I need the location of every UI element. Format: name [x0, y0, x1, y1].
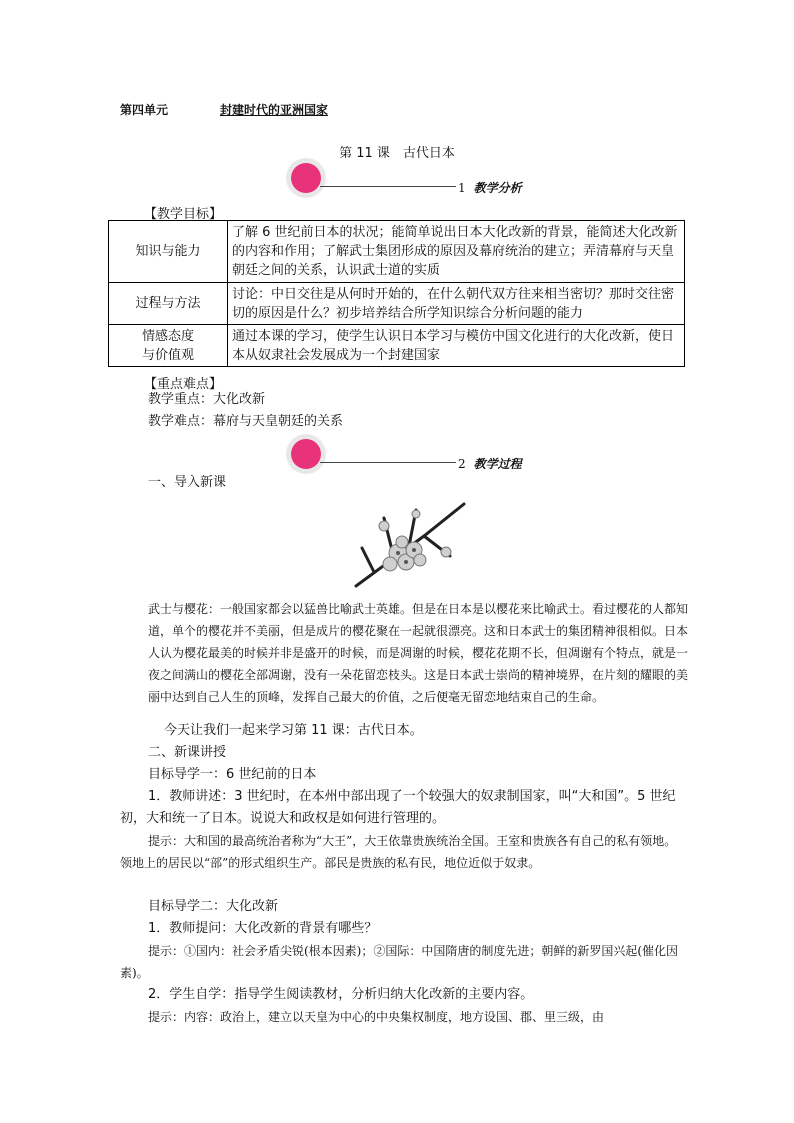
key-heading: 【重点难点】 — [144, 377, 223, 392]
guide2: 目标导学二：大化改新 — [148, 899, 279, 914]
goal-text: 通过本课的学习，使学生认识日本学习与模仿中国文化进行的大化改新，使日本从奴隶社会发展成为一个封建国家 — [228, 325, 685, 367]
goal-label: 过程与方法 — [109, 283, 228, 325]
key-point: 教学重点：大化改新 — [148, 392, 266, 407]
part1-heading: 一、导入新课 — [148, 475, 227, 490]
hint3: 提示：内容：政治上，建立以天皇为中心的中央集权制度，地方设国、郡、里三级，由 — [148, 1010, 605, 1024]
unit-title: 封建时代的亚洲国家 — [220, 103, 329, 117]
section-divider — [320, 462, 456, 463]
hint2: 提示：①国内：社会矛盾尖锐(根本因素)；②国际：中国隋唐的制度先进；朝鲜的新罗国兴起(催化因素)。 — [120, 944, 679, 980]
item1: 1．教师讲述：3 世纪时，在本州中部出现了一个较强大的奴隶制国家，叫“大和国”。5 世纪初，大和统一了日本。说说大和政权是如何进行管理的。 — [120, 789, 676, 826]
section-divider — [320, 186, 456, 187]
cherry-blossom-photo-icon — [354, 498, 468, 592]
guide1: 目标导学一：6 世纪前的日本 — [148, 767, 317, 782]
item3: 2．学生自学：指导学生阅读教材，分析归纳大化改新的主要内容。 — [148, 987, 534, 1002]
intro-paragraph: 武士与樱花：一般国家都会以猛兽比喻武士英雄。但是在日本是以樱花来比喻武士。看过樱花的人都知道，单个的樱花并不美丽，但是成片的樱花聚在一起就很漂亮。这和日本武士的集团精神很相似。日本人认为樱花最美的时候并非是盛开的时候，而是凋谢的时候，樱花花期不长，但凋谢有个特点，就是一夜之间满山的樱花全部凋谢，没有一朵花留恋枝头。这是日本武士崇尚的精神境界，在片刻的耀眼的美丽中达到自己人生的顶峰，发挥自己最大的价值，之后便毫无留恋地结束自己的生命。 — [148, 602, 689, 704]
part2-heading: 二、新课讲授 — [148, 745, 227, 760]
goals-heading: 【教学目标】 — [144, 207, 223, 222]
section-marker-icon — [286, 434, 326, 474]
section-marker-icon — [286, 158, 326, 198]
intro-end: 今天让我们一起来学习第 11 课：古代日本。 — [164, 723, 423, 738]
item2: 1．教师提问：大化改新的背景有哪些？ — [148, 921, 378, 936]
difficult-point: 教学难点：幕府与天皇朝廷的关系 — [148, 414, 344, 429]
goal-text: 了解 6 世纪前日本的状况；能简单说出日本大化改新的背景，能简述大化改新的内容和作用；了解武士集团形成的原因及幕府统治的建立；弄清幕府与天皇朝廷之间的关系，认识武士道的实质 — [228, 221, 685, 283]
table-row — [109, 283, 685, 325]
goal-text: 讨论：中日交往是从何时开始的，在什么朝代双方往来相当密切？那时交往密切的原因是什么？初步培养结合所学知识综合分析问题的能力 — [228, 283, 685, 325]
section1-label: 1 教学分析 — [458, 181, 522, 195]
unit-label: 第四单元 — [120, 103, 169, 117]
lesson-title: 第 11 课 古代日本 — [339, 146, 455, 161]
goal-label: 情感态度 与价值观 — [109, 325, 228, 367]
goal-label: 知识与能力 — [109, 221, 228, 283]
section2-label: 2 教学过程 — [458, 457, 522, 471]
table-row — [109, 221, 685, 283]
hint1: 提示：大和国的最高统治者称为“大王”，大王依靠贵族统治全国。王室和贵族各有自己的私有领地。领地上的居民以“部”的形式组织生产。部民是贵族的私有民，地位近似于奴隶。 — [120, 834, 677, 870]
goals-table — [108, 220, 685, 367]
table-row — [109, 325, 685, 367]
